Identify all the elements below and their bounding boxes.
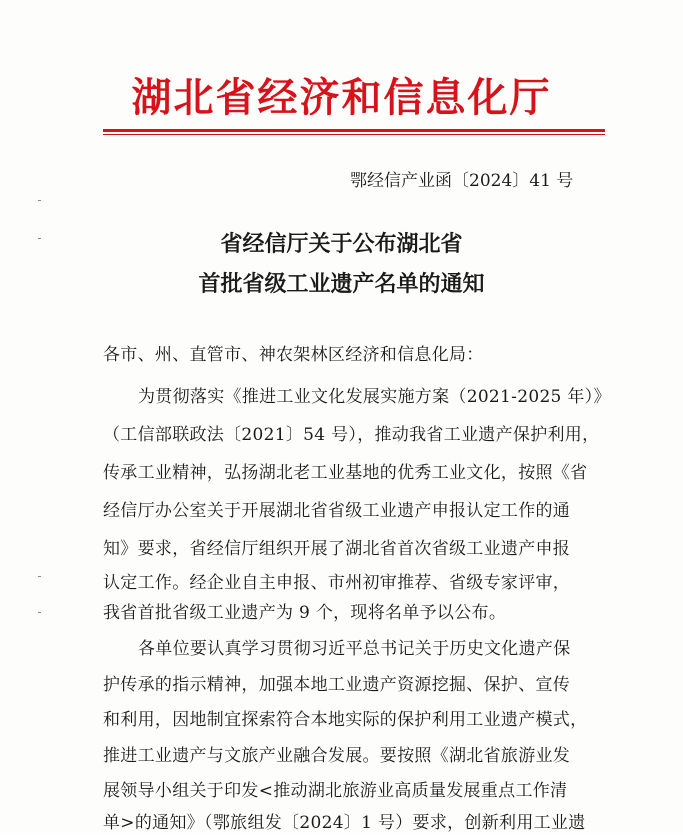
body-line: 和利用，因地制宜探索符合本地实际的保护利用工业遗产模式， (103, 710, 588, 730)
body-line: （工信部联政法〔2021〕54 号），推动我省工业遗产保护利用， (103, 425, 600, 445)
body-line: 各单位要认真学习贯彻习近平总书记关于历史文化遗产保 (138, 639, 571, 659)
letterhead-red-line-thick (103, 129, 605, 132)
body-line: 展领导小组关于印发<推动湖北旅游业高质量发展重点工作清 (103, 781, 568, 801)
body-line: 为贯彻落实《推进工业文化发展实施方案（2021-2025 年）》 (138, 387, 611, 407)
salutation: 各市、州、直管市、神农架林区经济和信息化局： (103, 345, 484, 365)
document-title-line-2: 首批省级工业遗产名单的通知 (198, 271, 485, 297)
letterhead-red-line-thin (103, 134, 605, 135)
scan-mark (38, 576, 41, 577)
body-line: 经信厅办公室关于开展湖北省省级工业遗产申报认定工作的通 (103, 501, 571, 521)
body-line: 认定工作。经企业自主申报、市州初审推荐、省级专家评审， (103, 573, 571, 593)
body-line: 护传承的指示精神，加强本地工业遗产资源挖掘、保护、宣传 (103, 675, 571, 695)
document-number: 鄂经信产业函〔2024〕41 号 (350, 171, 574, 191)
body-line: 传承工业精神，弘扬湖北老工业基地的优秀工业文化，按照《省 (103, 463, 588, 483)
body-line: 我省首批省级工业遗产为 9 个，现将名单予以公布。 (103, 603, 507, 623)
org-letterhead-title: 湖北省经济和信息化厅 (131, 75, 552, 121)
document-title-line-1: 省经信厅关于公布湖北省 (220, 231, 463, 257)
body-line: 推进工业遗产与文旅产业融合发展。要按照《湖北省旅游业发 (103, 746, 571, 766)
scan-mark (38, 200, 41, 201)
body-line: 知》要求，省经信厅组织开展了湖北省首次省级工业遗产申报 (103, 539, 571, 559)
scan-mark (38, 238, 41, 239)
scan-mark (38, 612, 41, 613)
body-line: 单>的通知》（鄂旅组发〔2024〕1 号）要求，创新利用工业遗 (103, 813, 586, 833)
